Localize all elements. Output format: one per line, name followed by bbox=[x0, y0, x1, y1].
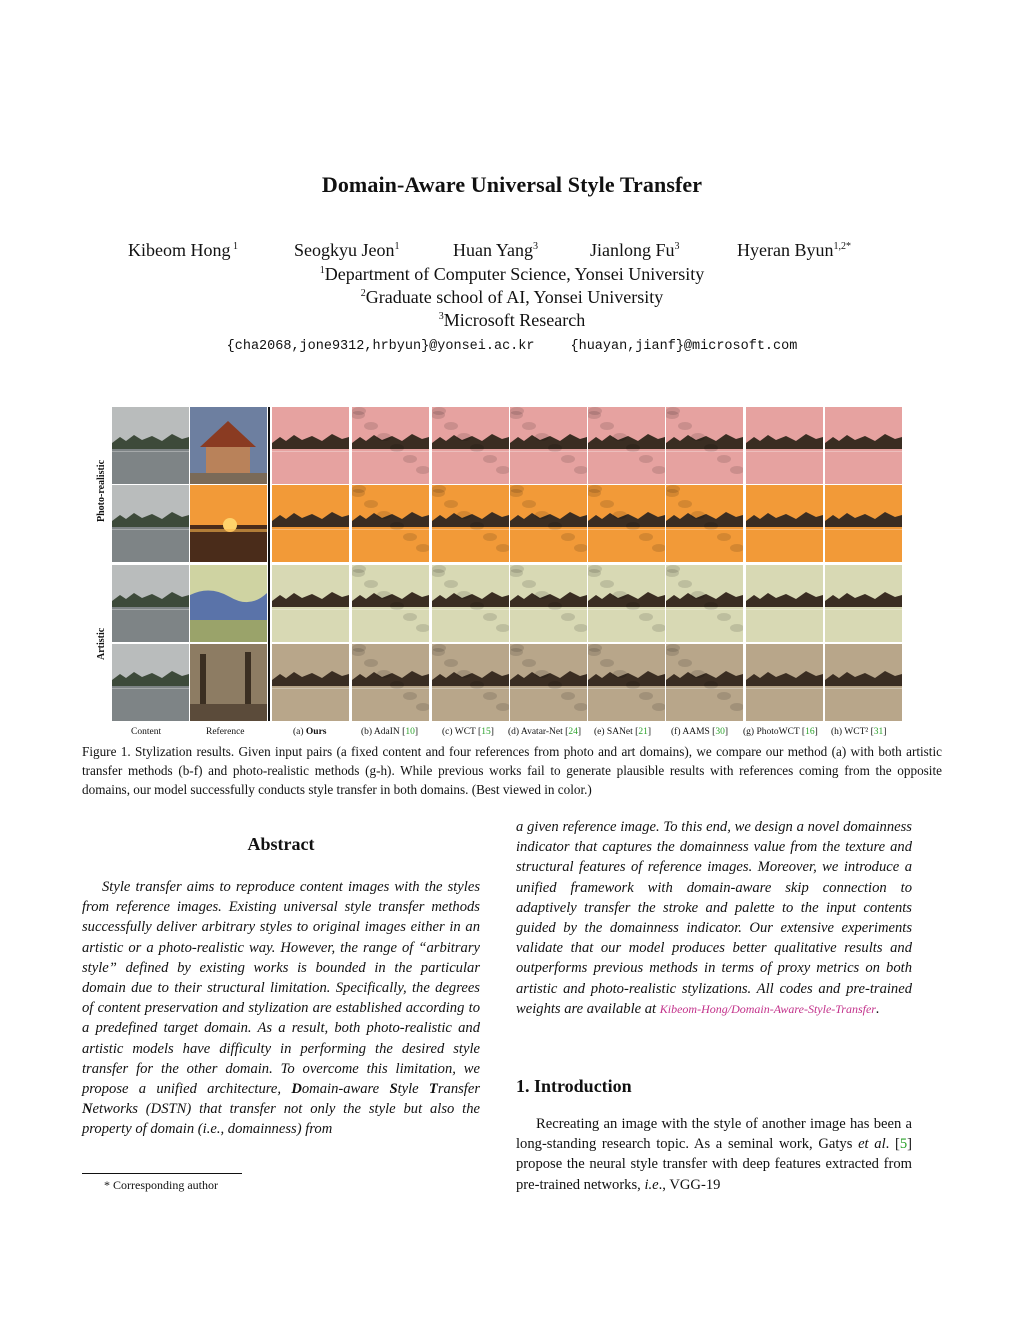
content-image bbox=[112, 407, 189, 484]
stylized-result-image bbox=[432, 565, 509, 642]
author-1: Kibeom Hong $^1$ bbox=[128, 240, 238, 260]
stylized-result-image bbox=[352, 407, 429, 484]
col-label-wct2: (h) WCT² [31] bbox=[831, 727, 887, 737]
stylized-result-image bbox=[272, 565, 349, 642]
abstract-heading: Abstract bbox=[247, 834, 315, 854]
reference-image bbox=[190, 485, 267, 562]
introduction-heading: 1. Introduction bbox=[516, 1076, 632, 1096]
stylized-result-image bbox=[352, 644, 429, 721]
stylized-result-image bbox=[510, 565, 587, 642]
paper-title: Domain-Aware Universal Style Transfer bbox=[321, 172, 703, 197]
reference-image bbox=[190, 644, 267, 721]
figure-caption: Figure 1. Stylization results. Given input pairs (a fixed content and four references from photo and art domains), we compare our method (a) with both artistic transfer methods (b-f) and photo-realistic methods (g-h). While previous works fail to generate plausible results with references coming from the opposite domains, our model successfully conducts style transfer in both domains. (Best viewed in color.) bbox=[82, 744, 942, 797]
stylized-result-image bbox=[666, 565, 743, 642]
col-label-wct: (c) WCT [15] bbox=[442, 727, 494, 737]
stylized-result-image bbox=[666, 485, 743, 562]
author-2: Seogkyu Jeon$^1$ bbox=[294, 240, 400, 260]
stylized-result-image bbox=[510, 485, 587, 562]
affiliation-1: $^1$Department of Computer Science, Yonsei University bbox=[319, 264, 705, 284]
stylized-result-image bbox=[746, 407, 823, 484]
col-label-aams: (f) AAMS [30] bbox=[671, 727, 729, 737]
author-3: Huan Yang$^3$ bbox=[453, 240, 539, 260]
stylized-result-image bbox=[272, 407, 349, 484]
abstract-continued: a given reference image. To this end, we design a novel domainness indicator that captures the domainness value from the texture and structural features of reference images. Moreover, we introduce a unified framework with domain-aware skip connection to adaptively transfer the stroke and palette to the input contents guided by the domainness indicator. Our extensive experiments validate that our model produces better qualitative results and outperforms previous methods in terms of proxy metrics on both artistic and photo-realistic stylizations. All codes and pre-trained weights are available at Kibeom-Hong/Domain-Aware-Style-Transfer. bbox=[516, 819, 912, 1017]
footnote: * Corresponding author bbox=[104, 1178, 218, 1192]
author-emails bbox=[0, 339, 1024, 354]
stylized-result-image bbox=[588, 644, 665, 721]
row-label-photo-realistic: Photo-realistic bbox=[96, 459, 107, 522]
stylized-result-image bbox=[825, 407, 902, 484]
stylized-result-image bbox=[510, 407, 587, 484]
author-5: Hyeran Byun$^{1,2*}$ bbox=[737, 240, 851, 260]
col-label-photowct: (g) PhotoWCT [16] bbox=[743, 727, 818, 737]
stylized-result-image bbox=[432, 485, 509, 562]
content-image bbox=[112, 644, 189, 721]
reference-image bbox=[190, 407, 267, 484]
stylized-result-image bbox=[746, 565, 823, 642]
stylized-result-image bbox=[825, 644, 902, 721]
stylized-result-image bbox=[432, 644, 509, 721]
figure-1-grid bbox=[112, 407, 904, 721]
stylized-result-image bbox=[588, 485, 665, 562]
content-image bbox=[112, 565, 189, 642]
email-yonsei: {cha2068,jone9312,hrbyun}@yonsei.ac.kr bbox=[226, 339, 535, 354]
stylized-result-image bbox=[825, 565, 902, 642]
stylized-result-image bbox=[352, 565, 429, 642]
col-label-avatar-net: (d) Avatar-Net [24] bbox=[508, 727, 581, 737]
footnote-rule bbox=[82, 1173, 242, 1174]
stylized-result-image bbox=[825, 485, 902, 562]
col-label-ours: (a) Ours bbox=[293, 727, 327, 737]
col-label-content: Content bbox=[131, 727, 162, 737]
stylized-result-image bbox=[746, 485, 823, 562]
figure-divider bbox=[268, 407, 270, 721]
col-label-reference: Reference bbox=[206, 727, 245, 737]
stylized-result-image bbox=[432, 407, 509, 484]
col-label-adain: (b) AdaIN [10] bbox=[361, 727, 418, 737]
stylized-result-image bbox=[352, 485, 429, 562]
reference-image bbox=[190, 565, 267, 642]
affiliation-2: $^2$Graduate school of AI, Yonsei University bbox=[360, 287, 664, 307]
email-microsoft: {huayan,jianf}@microsoft.com bbox=[570, 339, 798, 354]
stylized-result-image bbox=[510, 644, 587, 721]
row-label-artistic: Artistic bbox=[96, 627, 107, 660]
stylized-result-image bbox=[272, 485, 349, 562]
affiliation-3: $^3$Microsoft Research bbox=[438, 310, 586, 330]
col-label-sanet: (e) SANet [21] bbox=[594, 727, 651, 737]
stylized-result-image bbox=[588, 407, 665, 484]
author-4: Jianlong Fu$^3$ bbox=[590, 240, 680, 260]
introduction-body: Recreating an image with the style of another image has been a long-standing research topic. As a seminal work, Gatys et al. [5] propose the neural style transfer with deep features extracted from pre-trained networks, i.e., VGG-19 bbox=[516, 1116, 912, 1193]
abstract-body: Style transfer aims to reproduce content images with the styles from reference images. Existing universal style transfer methods successfully deliver arbitrary styles to original images either in an artistic or a photo-realistic way. However, the range of “arbitrary style” defined by existing works is bounded in the particular domain due to their structural limitation. Specifically, the degrees of content preservation and stylization are established according to a predefined target domain. As a result, both photo-realistic and artistic models have difficulty in performing the desired style transfer for the other domain. To overcome this limitation, we propose a unified architecture, Domain-aware Style Transfer Networks (DSTN) that transfer not only the style but also the property of domain (i.e., domainness) from bbox=[82, 879, 481, 1138]
repo-link[interactable]: Kibeom-Hong/Domain-Aware-Style-Transfer bbox=[659, 1001, 876, 1016]
stylized-result-image bbox=[666, 407, 743, 484]
stylized-result-image bbox=[588, 565, 665, 642]
stylized-result-image bbox=[272, 644, 349, 721]
stylized-result-image bbox=[746, 644, 823, 721]
stylized-result-image bbox=[666, 644, 743, 721]
content-image bbox=[112, 485, 189, 562]
